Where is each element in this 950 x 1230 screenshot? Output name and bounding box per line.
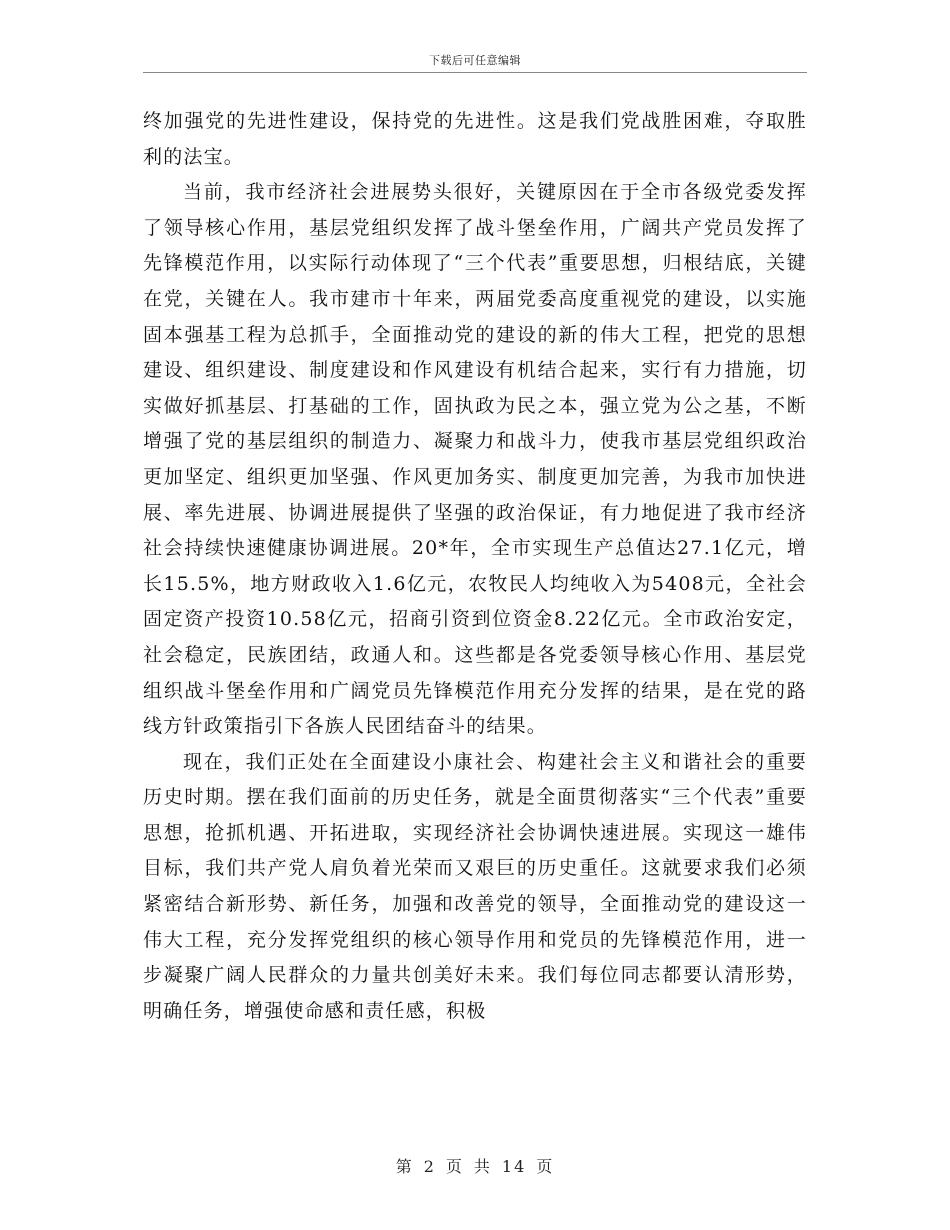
total-pages-number: 14 bbox=[501, 1157, 527, 1176]
page-label-suffix: 页 bbox=[536, 1157, 555, 1176]
page-number-footer bbox=[0, 1154, 950, 1177]
paragraph-3: 现在，我们正处在全面建设小康社会、构建社会主义和谐社会的重要历史时期。摆在我们面前的历史任务，就是全面贯彻落实“三个代表”重要思想，抢抓机遇、开拓进取，实现经济社会协调快速进展。实现这一雄伟目标，我们共产党人肩负着光荣而又艰巨的历史重任。这就要求我们必须紧密结合新形势、新任务，加强和改善党的领导，全面推动党的建设这一伟大工程，充分发挥党组织的核心领导作用和党员的先锋模范作用，进一步凝聚广阔人民群众的力量共创美好未来。我们每位同志都要认清形势，明确任务，增强使命感和责任感，积极 bbox=[143, 750, 807, 1022]
page-label-mid2: 共 bbox=[473, 1157, 492, 1176]
document-body bbox=[143, 104, 807, 1029]
page-header-note: 下载后可任意编辑 bbox=[429, 54, 521, 67]
paragraph-2: 当前，我市经济社会进展势头很好，关键原因在于全市各级党委发挥了领导核心作用，基层党组织发挥了战斗堡垒作用，广阔共产党员发挥了先锋模范作用，以实际行动体现了“三个代表”重要思想，归根结底，关键在党，关键在人。我市建市十年来，两届党委高度重视党的建设，以实施固本强基工程为总抓手，全面推动党的建设的新的伟大工程，把党的思想建设、组织建设、制度建设和作风建设有机结合起来，实行有力措施，切实做好抓基层、打基础的工作，固执政为民之本，强立党为公之基，不断增强了党的基层组织的制造力、凝聚力和战斗力，使我市基层党组织政治更加坚定、组织更加坚强、作风更加务实、制度更加完善，为我市加快进展、率先进展、协调进展提供了坚强的政治保证，有力地促进了我市经济社会持续快速健康协调进展。20*年，全市实现生产总值达27.1亿元，增长15.5%，地方财政收入1.6亿元，农牧民人均纯收入为5408元，全社会固定资产投资10.58亿元，招商引资到位资金8.22亿元。全市政治安定，社会稳定，民族团结，政通人和。这些都是各党委领导核心作用、基层党组织战斗堡垒作用和广阔党员先锋模范作用充分发挥的结果，是在党的路线方针政策指引下各族人民团结奋斗的结果。 bbox=[143, 181, 807, 738]
page-label-prefix: 第 bbox=[395, 1157, 414, 1176]
page-label-mid1: 页 bbox=[445, 1157, 464, 1176]
header-divider bbox=[143, 72, 807, 73]
paragraph-1: 终加强党的先进性建设，保持党的先进性。这是我们党战胜困难，夺取胜利的法宝。 bbox=[143, 110, 807, 168]
current-page-number: 2 bbox=[423, 1157, 436, 1176]
